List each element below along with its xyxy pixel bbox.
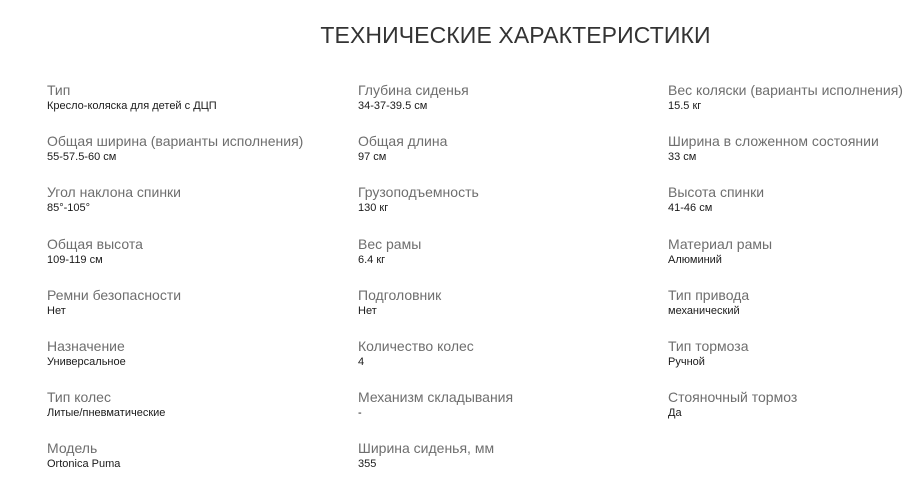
spec-label: Общая ширина (варианты исполнения) [47, 133, 304, 150]
spec-value: Да [668, 407, 682, 420]
spec-backrest-height [668, 184, 921, 235]
spec-value: механический [668, 304, 740, 317]
spec-label: Тип [47, 82, 71, 98]
spec-type [47, 82, 358, 133]
spec-label: Угол наклона спинки [47, 184, 181, 201]
spec-label: Стояночный тормоз [668, 389, 798, 406]
spec-folded-width [668, 133, 921, 184]
spec-load-capacity [358, 184, 668, 235]
spec-value: Алюминий [668, 253, 722, 266]
spec-label: Материал рамы [668, 235, 773, 252]
spec-label: Количество колес [358, 337, 474, 354]
spec-total-length [358, 133, 668, 184]
spec-label: Тип колес [47, 389, 111, 406]
spec-model [47, 440, 358, 491]
spec-label: Ремни безопасности [47, 286, 182, 303]
spec-value: 4 [358, 355, 365, 368]
spec-parking-brake [668, 389, 921, 440]
spec-value: 6.4 кг [358, 253, 386, 266]
spec-label: Модель [47, 440, 98, 457]
spec-seat-depth [358, 82, 668, 133]
spec-label: Общая длина [358, 133, 448, 150]
spec-total-width [47, 133, 358, 184]
spec-value: Универсальное [47, 355, 126, 368]
specs-grid [47, 82, 921, 492]
spec-label: Вес коляски (варианты исполнения) [668, 82, 903, 98]
spec-value: 97 см [358, 151, 387, 164]
spec-value: 15.5 кг [668, 100, 702, 112]
spec-label: Тип привода [668, 286, 750, 303]
spec-label: Грузоподъемность [358, 184, 479, 201]
spec-value: Ручной [668, 355, 705, 368]
spec-chair-weight [668, 82, 921, 133]
spec-value: Нет [47, 304, 66, 317]
spec-purpose [47, 338, 358, 389]
spec-label: Назначение [47, 337, 125, 354]
spec-total-height [47, 236, 358, 287]
spec-label: Ширина в сложенном состоянии [668, 133, 879, 150]
spec-value: 130 кг [358, 202, 389, 215]
spec-label: Механизм складывания [358, 389, 514, 406]
spec-label: Общая высота [47, 235, 143, 252]
spec-value: Литые/пневматические [47, 407, 166, 420]
spec-value: Ortonica Puma [47, 458, 121, 471]
spec-backrest-angle [47, 184, 358, 235]
spec-value: 55-57.5-60 см [47, 151, 117, 164]
page-title: ТЕХНИЧЕСКИЕ ХАРАКТЕРИСТИКИ [320, 22, 711, 48]
spec-label: Вес рамы [358, 235, 422, 252]
spec-label: Ширина сиденья, мм [358, 440, 495, 457]
spec-value: Нет [358, 304, 377, 317]
spec-wheel-type [47, 389, 358, 440]
spec-value: 109-119 см [47, 253, 103, 266]
spec-value: 33 см [668, 151, 697, 164]
spec-value: 41-46 см [668, 202, 713, 215]
spec-folding-mechanism [358, 389, 668, 440]
spec-value: Кресло-коляска для детей с ДЦП [47, 100, 217, 112]
spec-value: - [358, 407, 362, 420]
spec-seat-belts [47, 287, 358, 338]
spec-label: Высота спинки [668, 184, 765, 201]
spec-value: 355 [358, 458, 377, 471]
spec-headrest [358, 287, 668, 338]
spec-drive-type [668, 287, 921, 338]
spec-label: Глубина сиденья [358, 82, 469, 98]
spec-seat-width [358, 440, 668, 491]
spec-frame-material [668, 236, 921, 287]
spec-brake-type [668, 338, 921, 389]
spec-value: 34-37-39.5 см [358, 100, 428, 112]
spec-value: 85°-105° [47, 202, 91, 215]
spec-label: Тип тормоза [668, 337, 749, 354]
spec-label: Подголовник [358, 286, 442, 303]
spec-wheel-count [358, 338, 668, 389]
spec-frame-weight [358, 236, 668, 287]
